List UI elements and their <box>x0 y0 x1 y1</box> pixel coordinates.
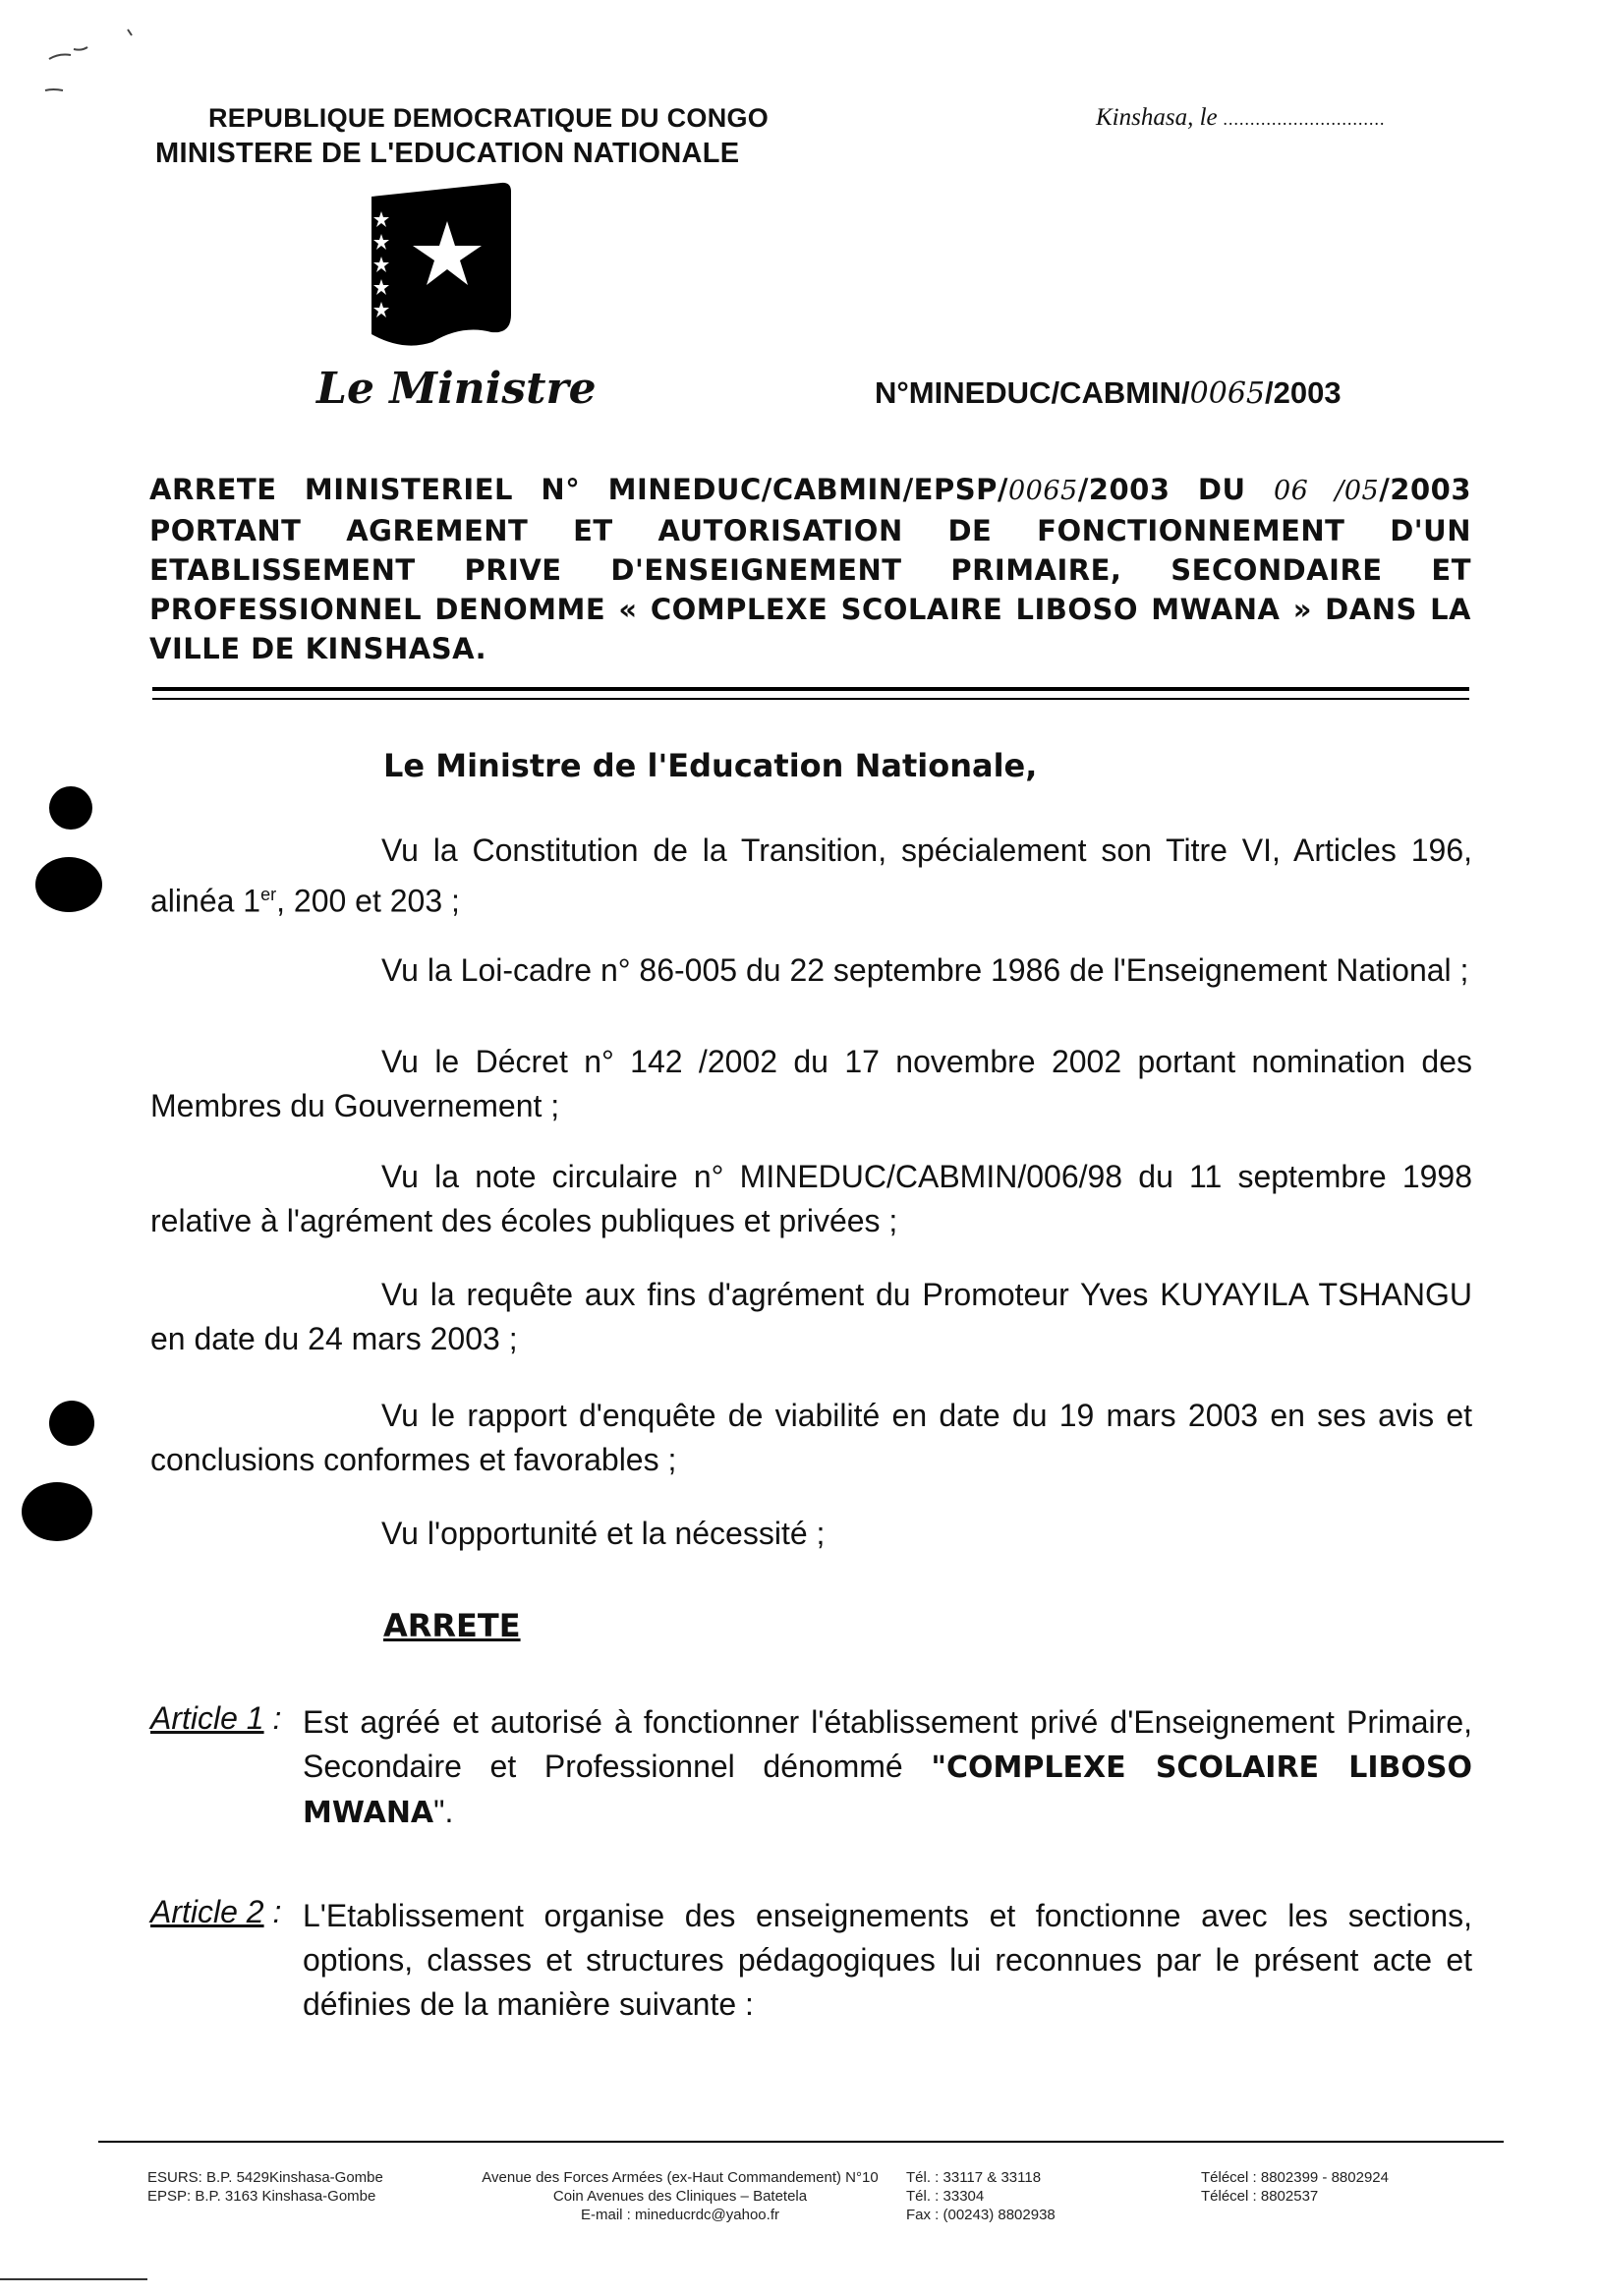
consideration-6-text: Vu le rapport d'enquête de viabilité en date du 19 mars 2003 en ses avis et conclusions conformes et favorables ; <box>150 1398 1472 1477</box>
article-1-school-name: "COMPLEXE SCOLAIRE LIBOSO MWANA <box>303 1751 1473 1830</box>
article-1-label-text: Article 1 <box>150 1700 264 1736</box>
footer-fax: Fax : (00243) 8802938 <box>906 2207 1056 2223</box>
arrete-heading: ARRETE <box>383 1607 521 1644</box>
title-divider-thin <box>152 698 1469 700</box>
article-2-label-text: Article 2 <box>150 1894 264 1929</box>
title-handwritten-number: 0065 <box>1007 476 1078 506</box>
footer-address: Avenue des Forces Armées (ex-Haut Commandement) N°10 <box>482 2169 879 2186</box>
article-1-label: Article 1 : <box>150 1700 282 1736</box>
footer-telecel-2: Télécel : 8802537 <box>1201 2188 1319 2205</box>
place-date-dots: .............................. <box>1223 109 1386 129</box>
footer-telecel-1: Télécel : 8802399 - 8802924 <box>1201 2169 1389 2186</box>
consideration-6 <box>150 1394 1472 1482</box>
scan-marks <box>39 20 147 108</box>
bottom-edge-mark <box>0 2278 147 2280</box>
footer-col-4 <box>1201 2168 1389 2206</box>
consideration-5-text: Vu la requête aux fins d'agrément du Promoteur Yves KUYAYILA TSHANGU en date du 24 mars 2003 ; <box>150 1277 1472 1356</box>
reference-handwritten: 0065 <box>1189 376 1266 411</box>
footer-esurs: ESURS: B.P. 5429Kinshasa-Gombe <box>147 2169 383 2186</box>
title-divider <box>152 687 1469 691</box>
footer-tel-2: Tél. : 33304 <box>906 2188 985 2205</box>
reference-prefix: N°MINEDUC/CABMIN/ <box>875 375 1190 410</box>
consideration-7-text: Vu l'opportunité et la nécessité ; <box>381 1516 826 1551</box>
footer-col-1 <box>147 2168 383 2206</box>
reference-number <box>875 375 1342 411</box>
consideration-2 <box>150 948 1472 993</box>
consideration-7 <box>150 1512 1472 1556</box>
punch-hole <box>49 1401 94 1446</box>
article-2-body <box>303 1894 1472 2027</box>
star-flag-emblem-icon <box>364 177 521 349</box>
footer-epsp: EPSP: B.P. 3163 Kinshasa-Gombe <box>147 2188 376 2205</box>
decree-title <box>149 470 1471 668</box>
title-prefix: ARRETE MINISTERIEL N° MINEDUC/CABMIN/EPSP/ <box>149 473 1008 506</box>
consideration-3 <box>150 1040 1472 1128</box>
place-date-label: Kinshasa, le <box>1096 104 1218 131</box>
article-2-text: L'Etablissement organise des enseignements et fonctionne avec les sections, options, classes et structures pédagogiques lui reconnues par le présent acte et définies de la manière suivante : <box>303 1898 1472 2022</box>
title-mid: /2003 DU <box>1077 473 1246 506</box>
reference-year: /2003 <box>1265 375 1342 410</box>
punch-hole <box>49 786 92 830</box>
consideration-4 <box>150 1155 1472 1243</box>
title-handwritten-date: 06 /05 <box>1273 476 1380 506</box>
footer-col-3 <box>906 2168 1056 2224</box>
consideration-1-a: Vu la Constitution de la Transition, spécialement son Titre VI, Articles 196, alinéa 1 <box>150 832 1472 919</box>
article-2-label: Article 2 : <box>150 1894 282 1929</box>
footer-divider <box>98 2141 1504 2143</box>
footer-email: E-mail : mineducrdc@yahoo.fr <box>581 2207 779 2223</box>
consideration-2-text: Vu la Loi-cadre n° 86-005 du 22 septembre 1986 de l'Enseignement National ; <box>381 952 1469 988</box>
ministry-name: MINISTERE DE L'EDUCATION NATIONALE <box>155 138 740 169</box>
consideration-1 <box>150 829 1472 924</box>
footer-col-2 <box>474 2168 886 2224</box>
punch-hole <box>22 1482 92 1541</box>
footer-corner: Coin Avenues des Cliniques – Batetela <box>552 2188 808 2205</box>
article-1-end: ". <box>433 1794 454 1829</box>
article-1-text: Est agréé et autorisé à fonctionner l'établissement privé d'Enseignement Primaire, Secondaire et Professionnel dénommé <box>303 1704 1472 1784</box>
place-date <box>1096 104 1386 132</box>
republic-name: REPUBLIQUE DEMOCRATIQUE DU CONGO <box>208 103 770 133</box>
consideration-1-b: , 200 et 203 ; <box>276 883 460 919</box>
minister-heading: Le Ministre de l'Education Nationale, <box>383 747 1038 784</box>
consideration-5 <box>150 1273 1472 1361</box>
consideration-4-text: Vu la note circulaire n° MINEDUC/CABMIN/006/98 du 11 septembre 1998 relative à l'agrément des écoles publiques et privées ; <box>150 1159 1472 1238</box>
punch-hole <box>35 857 102 912</box>
title-suffix: /2003 <box>1379 473 1471 506</box>
consideration-1-sup: er <box>260 885 277 904</box>
article-1-body <box>303 1700 1472 1835</box>
footer-tel-1: Tél. : 33117 & 33118 <box>906 2169 1042 2186</box>
consideration-3-text: Vu le Décret n° 142 /2002 du 17 novembre 2002 portant nomination des Membres du Gouvernement ; <box>150 1044 1472 1123</box>
title-rest: PORTANT AGREMENT ET AUTORISATION DE FONCTIONNEMENT D'UN ETABLISSEMENT PRIVE D'ENSEIGNEMENT PRIMAIRE, SECONDAIRE ET PROFESSIONNEL DENOMME « COMPLEXE SCOLAIRE LIBOSO MWANA » DANS LA VILLE DE KINSHASA. <box>149 514 1471 665</box>
signature-title: Le Ministre <box>316 364 597 414</box>
